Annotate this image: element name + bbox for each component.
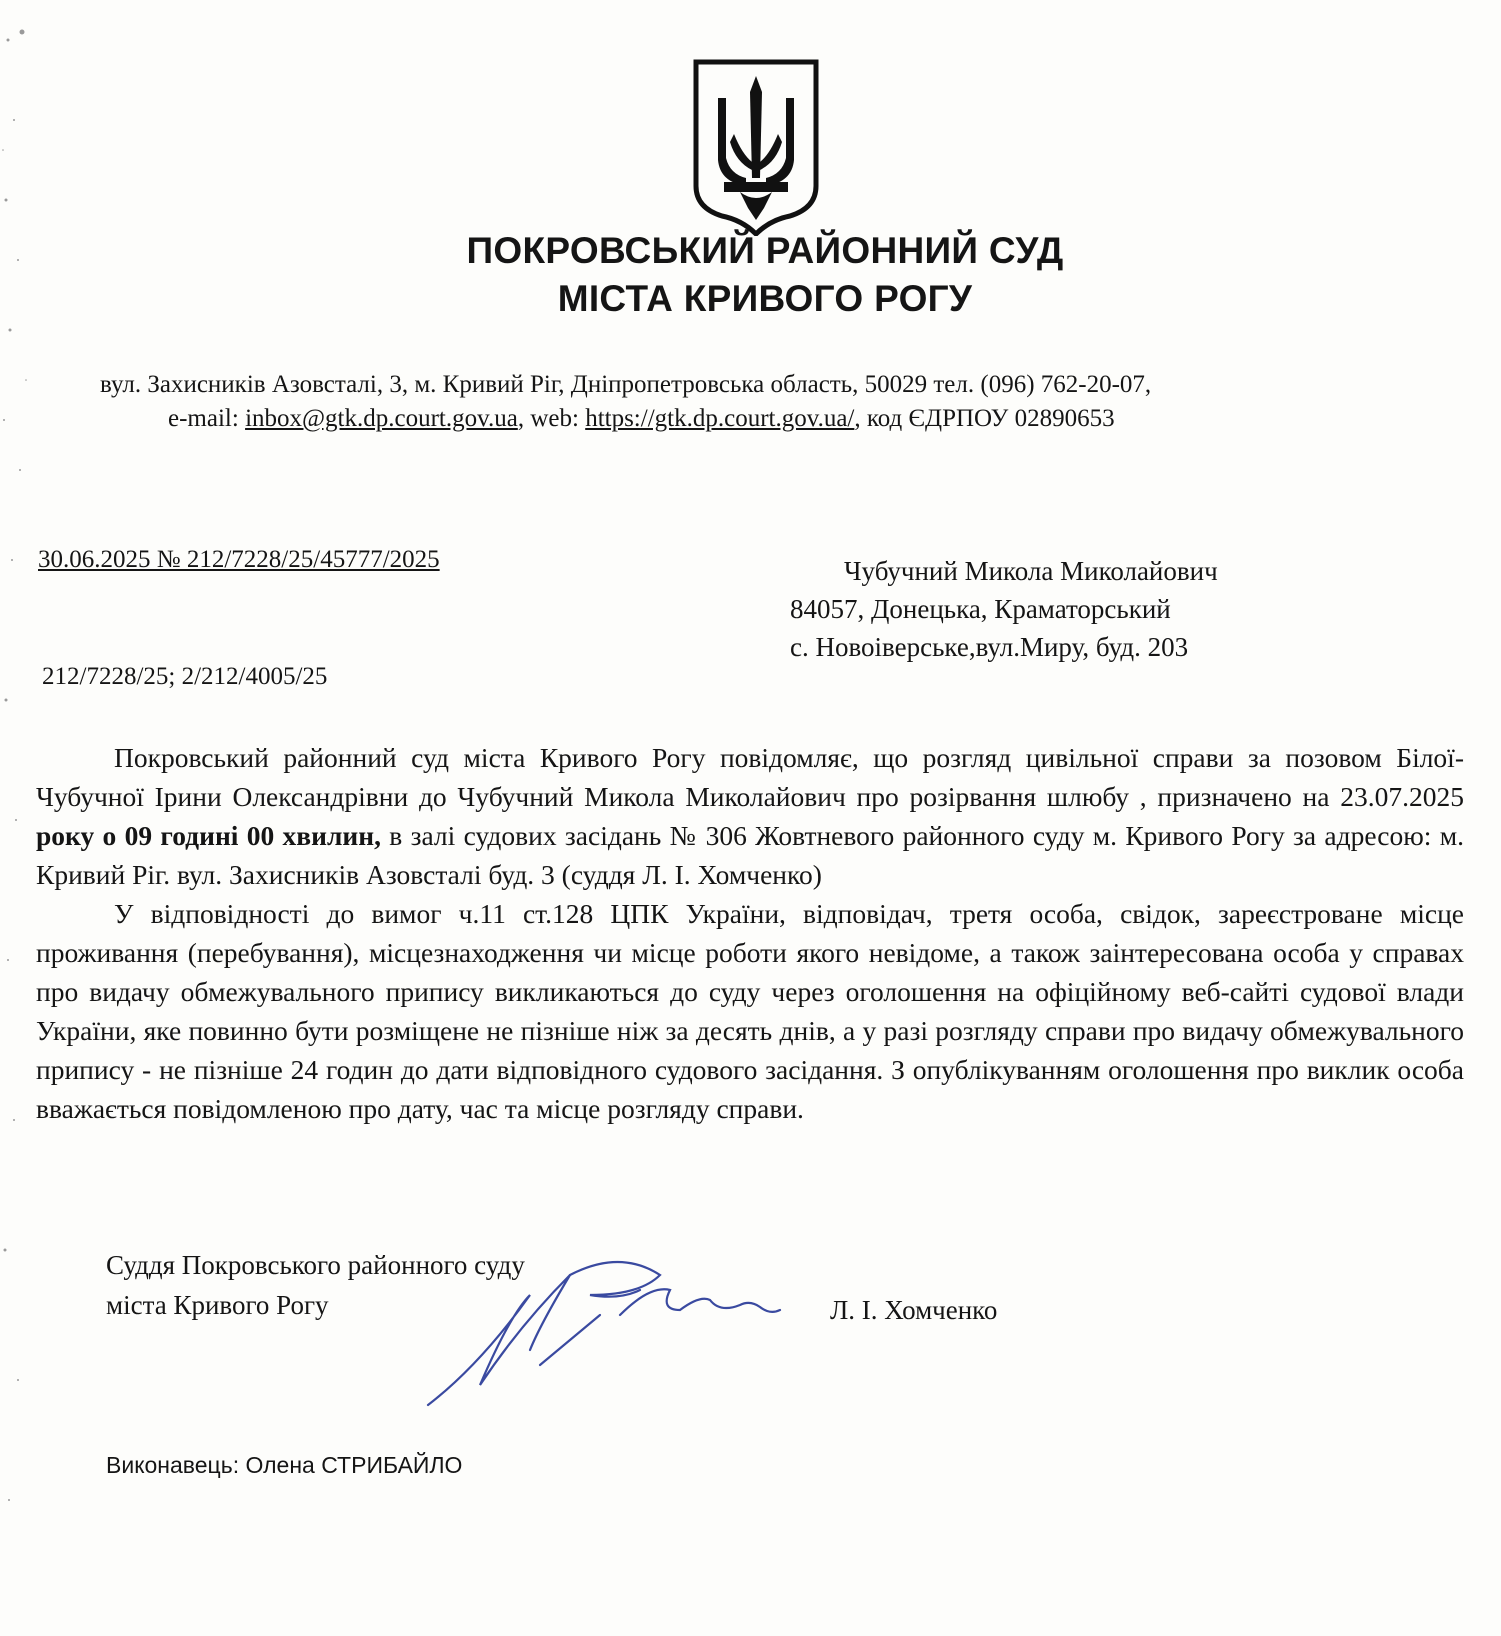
handwritten-signature [420,1255,810,1415]
executor-name: Виконавець: Олена СТРИБАЙЛО [106,1452,463,1478]
case-numbers: 212/7228/25; 2/212/4005/25 [42,663,328,690]
recipient-address-line2: с. Новоіверське,вул.Миру, буд. 203 [790,632,1189,662]
coat-of-arms-trident-icon [690,58,822,236]
court-contacts [168,404,1115,434]
notice-paragraph [36,738,1464,894]
letter-body [36,738,1464,1128]
judge-title-line1: Суддя Покровського районного суду [106,1250,525,1280]
web-link[interactable]: https://gtk.dp.court.gov.ua/ [585,405,855,432]
judge-title-line2: міста Кривого Рогу [106,1290,329,1320]
notice-text-start: Покровський районний суд міста Кривого Рогу повідомляє, що розгляд цивільної справи за позовом Білої-Чубучної Ірини Олександрівни до Чубучний Микола Миколайович про розірвання шлюбу , призначено на 23.07.2025 [36,742,1464,812]
recipient-address-line1: 84057, Донецька, Краматорський [790,594,1171,624]
court-title-line2: МІСТА КРИВОГО РОГУ [557,278,973,319]
notice-text-end: в залі судових засідань № 306 Жовтневого районного суду м. Кривого Рогу за адресою: м. Кривий Ріг. вул. Захисників Азовсталі буд. 3 (суддя Л. І. Хомченко) [36,820,1464,890]
court-title-line1: ПОКРОВСЬКИЙ РАЙОННИЙ СУД [466,230,1064,271]
judge-name: Л. І. Хомченко [830,1295,998,1325]
hearing-time: року о 09 годині 00 хвилин, [36,820,381,851]
outgoing-registration-number: 30.06.2025 № 212/7228/25/45777/2025 [38,546,440,573]
email-link[interactable]: inbox@gtk.dp.court.gov.ua [245,405,518,432]
recipient-name: Чубучний Микола Миколайович [844,556,1218,586]
web-label: , web: [517,405,586,432]
court-address: вул. Захисників Азовсталі, 3, м. Кривий Ріг, Дніпропетровська область, 50029 тел. (096) 762-20-07, [100,371,1152,398]
edrpou-code: , код ЄДРПОУ 02890653 [854,405,1115,432]
email-label: e-mail: [168,405,246,432]
legal-basis-paragraph: У відповідності до вимог ч.11 ст.128 ЦПК України, відповідач, третя особа, свідок, зареєстроване місце проживання (перебування), місцезнаходження чи місце роботи якого невідоме, а також заінтересована особа у справах про видачу обмежувального припису викликаються до суду через оголошення на офіційному веб-сайті судової влади України, яке повинно бути розміщене не пізніше ніж за десять днів, а у разі розгляду справи про видачу обмежувального припису - не пізніше 24 годин до дати відповідного судового засідання. З опублікуванням оголошення про виклик особа вважається повідомленою про дату, час та місце розгляду справи. [36,898,1464,1124]
